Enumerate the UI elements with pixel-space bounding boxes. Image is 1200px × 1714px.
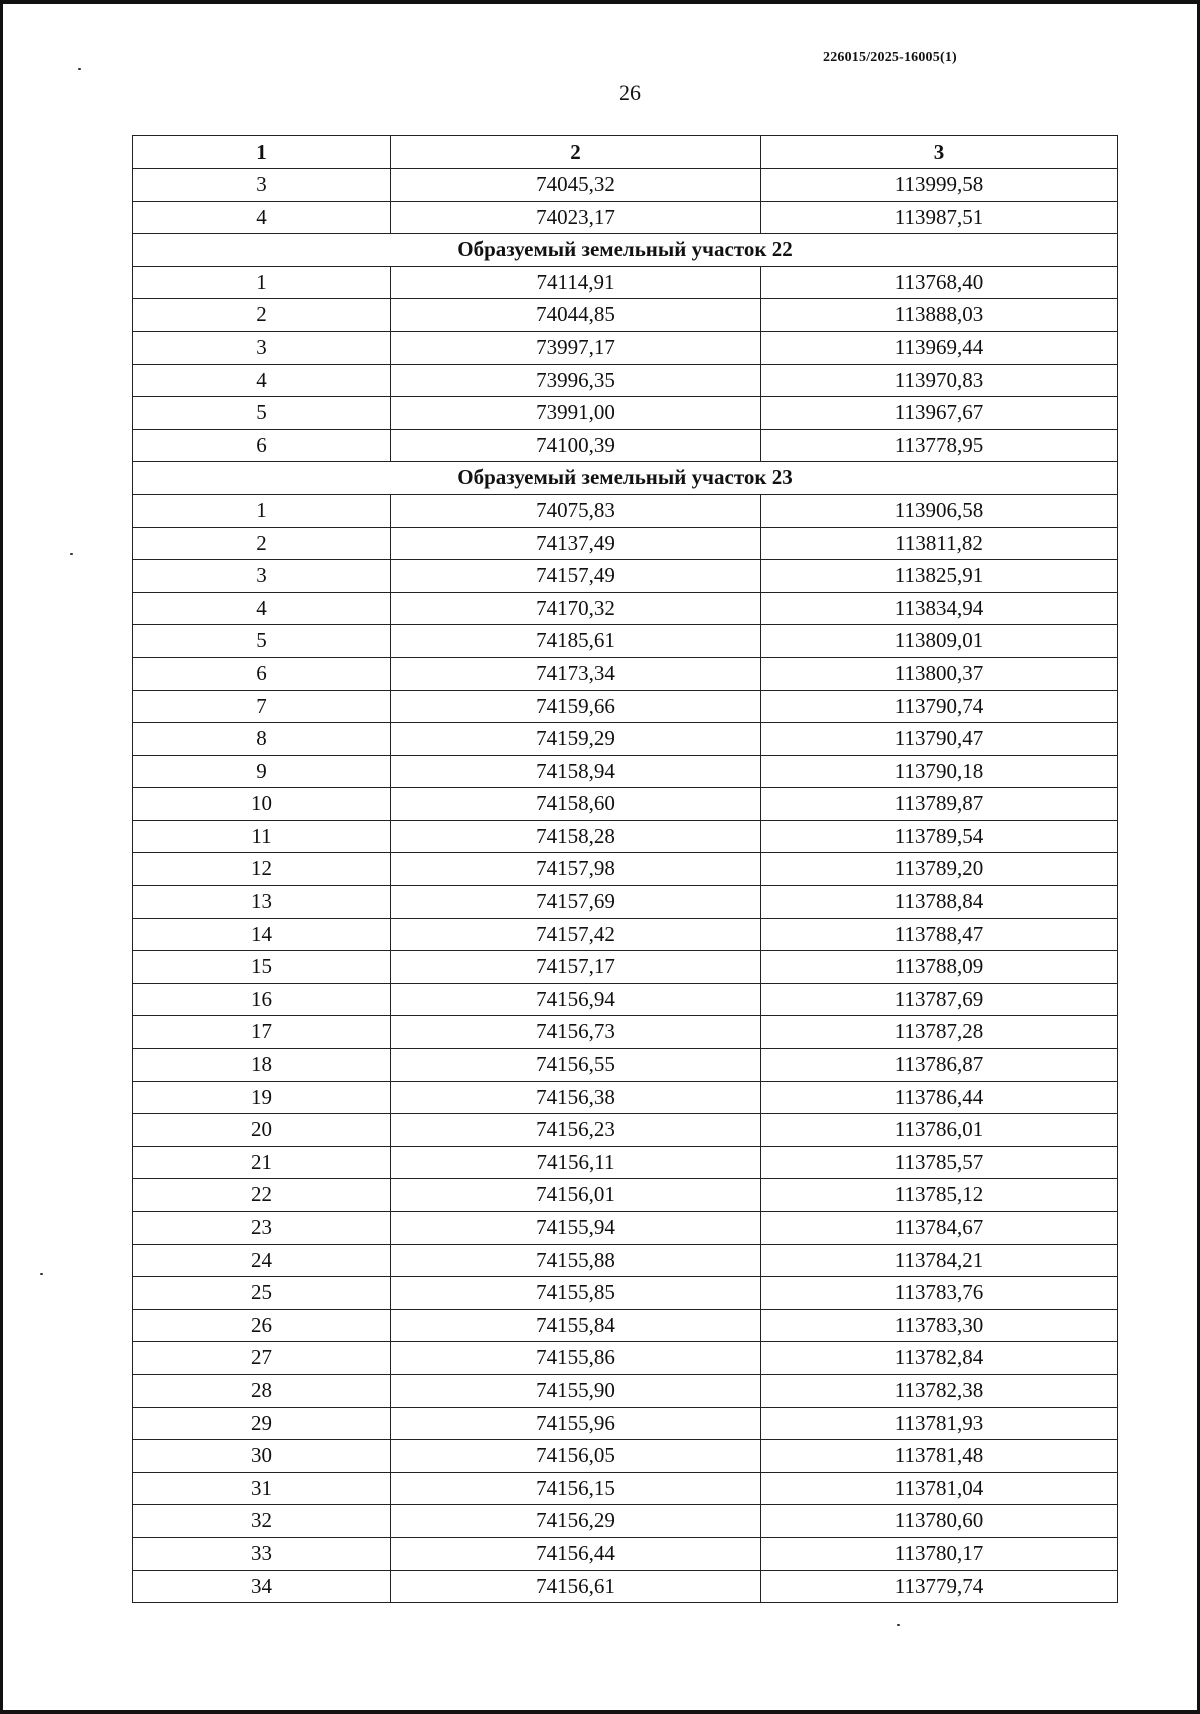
table-row bbox=[133, 820, 1118, 853]
table-row bbox=[133, 886, 1118, 919]
table-row bbox=[133, 1146, 1118, 1179]
section-title: Образуемый земельный участок 22 bbox=[133, 234, 1118, 267]
point-number-cell: 34 bbox=[133, 1570, 391, 1603]
table-row bbox=[133, 1244, 1118, 1277]
x-coordinate-cell: 74158,60 bbox=[391, 788, 761, 821]
document-number: 226015/2025-16005(1) bbox=[823, 50, 957, 65]
point-number-cell: 4 bbox=[133, 364, 391, 397]
table-row bbox=[133, 560, 1118, 593]
x-coordinate-cell: 74137,49 bbox=[391, 527, 761, 560]
scan-speck bbox=[40, 1273, 43, 1275]
x-coordinate-cell: 74100,39 bbox=[391, 429, 761, 462]
x-coordinate-cell: 74159,66 bbox=[391, 690, 761, 723]
x-coordinate-cell: 74156,23 bbox=[391, 1114, 761, 1147]
y-coordinate-cell: 113781,04 bbox=[761, 1472, 1118, 1505]
point-number-cell: 15 bbox=[133, 951, 391, 984]
table-row bbox=[133, 788, 1118, 821]
x-coordinate-cell: 74156,38 bbox=[391, 1081, 761, 1114]
x-coordinate-cell: 74158,28 bbox=[391, 820, 761, 853]
x-coordinate-cell: 74155,86 bbox=[391, 1342, 761, 1375]
x-coordinate-cell: 74157,49 bbox=[391, 560, 761, 593]
y-coordinate-cell: 113786,44 bbox=[761, 1081, 1118, 1114]
x-coordinate-cell: 74075,83 bbox=[391, 494, 761, 527]
x-coordinate-cell: 74155,85 bbox=[391, 1277, 761, 1310]
table-row bbox=[133, 755, 1118, 788]
point-number-cell: 12 bbox=[133, 853, 391, 886]
y-coordinate-cell: 113800,37 bbox=[761, 657, 1118, 690]
y-coordinate-cell: 113786,01 bbox=[761, 1114, 1118, 1147]
point-number-cell: 3 bbox=[133, 560, 391, 593]
table-row bbox=[133, 1016, 1118, 1049]
point-number-cell: 3 bbox=[133, 331, 391, 364]
x-coordinate-cell: 74157,69 bbox=[391, 886, 761, 919]
x-coordinate-cell: 74156,15 bbox=[391, 1472, 761, 1505]
point-number-cell: 24 bbox=[133, 1244, 391, 1277]
point-number-cell: 29 bbox=[133, 1407, 391, 1440]
x-coordinate-cell: 74156,05 bbox=[391, 1440, 761, 1473]
table-row bbox=[133, 429, 1118, 462]
coordinates-table bbox=[132, 135, 1118, 1603]
x-coordinate-cell: 74157,17 bbox=[391, 951, 761, 984]
y-coordinate-cell: 113906,58 bbox=[761, 494, 1118, 527]
table-row bbox=[133, 853, 1118, 886]
scan-speck bbox=[78, 68, 81, 70]
y-coordinate-cell: 113790,18 bbox=[761, 755, 1118, 788]
x-coordinate-cell: 73991,00 bbox=[391, 397, 761, 430]
point-number-cell: 8 bbox=[133, 723, 391, 756]
x-coordinate-cell: 74159,29 bbox=[391, 723, 761, 756]
table-row bbox=[133, 364, 1118, 397]
x-coordinate-cell: 74157,42 bbox=[391, 918, 761, 951]
x-coordinate-cell: 74156,94 bbox=[391, 983, 761, 1016]
point-number-cell: 14 bbox=[133, 918, 391, 951]
point-number-cell: 2 bbox=[133, 527, 391, 560]
table-row bbox=[133, 1537, 1118, 1570]
y-coordinate-cell: 113789,54 bbox=[761, 820, 1118, 853]
x-coordinate-cell: 74114,91 bbox=[391, 266, 761, 299]
section-row bbox=[133, 462, 1118, 495]
table-header bbox=[133, 136, 1118, 169]
table-row bbox=[133, 1505, 1118, 1538]
section-row bbox=[133, 234, 1118, 267]
point-number-cell: 30 bbox=[133, 1440, 391, 1473]
point-number-cell: 7 bbox=[133, 690, 391, 723]
x-coordinate-cell: 74045,32 bbox=[391, 169, 761, 202]
table-row bbox=[133, 494, 1118, 527]
y-coordinate-cell: 113999,58 bbox=[761, 169, 1118, 202]
point-number-cell: 1 bbox=[133, 494, 391, 527]
y-coordinate-cell: 113783,30 bbox=[761, 1309, 1118, 1342]
y-coordinate-cell: 113786,87 bbox=[761, 1049, 1118, 1082]
point-number-cell: 5 bbox=[133, 397, 391, 430]
point-number-cell: 28 bbox=[133, 1374, 391, 1407]
table-row bbox=[133, 299, 1118, 332]
table-row bbox=[133, 527, 1118, 560]
x-coordinate-cell: 74156,73 bbox=[391, 1016, 761, 1049]
x-coordinate-cell: 74156,44 bbox=[391, 1537, 761, 1570]
column-header-3: 3 bbox=[761, 136, 1118, 169]
y-coordinate-cell: 113781,48 bbox=[761, 1440, 1118, 1473]
point-number-cell: 13 bbox=[133, 886, 391, 919]
table-row bbox=[133, 983, 1118, 1016]
point-number-cell: 27 bbox=[133, 1342, 391, 1375]
point-number-cell: 23 bbox=[133, 1212, 391, 1245]
column-header-2: 2 bbox=[391, 136, 761, 169]
y-coordinate-cell: 113788,84 bbox=[761, 886, 1118, 919]
y-coordinate-cell: 113785,12 bbox=[761, 1179, 1118, 1212]
point-number-cell: 2 bbox=[133, 299, 391, 332]
y-coordinate-cell: 113778,95 bbox=[761, 429, 1118, 462]
table-row bbox=[133, 951, 1118, 984]
x-coordinate-cell: 74155,84 bbox=[391, 1309, 761, 1342]
table-row bbox=[133, 1472, 1118, 1505]
y-coordinate-cell: 113788,09 bbox=[761, 951, 1118, 984]
point-number-cell: 6 bbox=[133, 657, 391, 690]
table-row bbox=[133, 1309, 1118, 1342]
table-row bbox=[133, 1277, 1118, 1310]
table-row bbox=[133, 592, 1118, 625]
point-number-cell: 17 bbox=[133, 1016, 391, 1049]
x-coordinate-cell: 74155,96 bbox=[391, 1407, 761, 1440]
point-number-cell: 18 bbox=[133, 1049, 391, 1082]
point-number-cell: 25 bbox=[133, 1277, 391, 1310]
table-header-row bbox=[133, 136, 1118, 169]
x-coordinate-cell: 74158,94 bbox=[391, 755, 761, 788]
scan-speck bbox=[897, 1624, 900, 1626]
y-coordinate-cell: 113782,84 bbox=[761, 1342, 1118, 1375]
scan-speck bbox=[70, 553, 73, 555]
page-number: 26 bbox=[619, 80, 641, 105]
x-coordinate-cell: 74170,32 bbox=[391, 592, 761, 625]
point-number-cell: 19 bbox=[133, 1081, 391, 1114]
table-row bbox=[133, 1179, 1118, 1212]
section-title: Образуемый земельный участок 23 bbox=[133, 462, 1118, 495]
y-coordinate-cell: 113790,47 bbox=[761, 723, 1118, 756]
table-row bbox=[133, 1212, 1118, 1245]
table-row bbox=[133, 1374, 1118, 1407]
x-coordinate-cell: 74185,61 bbox=[391, 625, 761, 658]
point-number-cell: 5 bbox=[133, 625, 391, 658]
y-coordinate-cell: 113811,82 bbox=[761, 527, 1118, 560]
table-row bbox=[133, 1440, 1118, 1473]
table-row bbox=[133, 1342, 1118, 1375]
x-coordinate-cell: 74155,94 bbox=[391, 1212, 761, 1245]
point-number-cell: 21 bbox=[133, 1146, 391, 1179]
y-coordinate-cell: 113969,44 bbox=[761, 331, 1118, 364]
point-number-cell: 10 bbox=[133, 788, 391, 821]
y-coordinate-cell: 113970,83 bbox=[761, 364, 1118, 397]
point-number-cell: 31 bbox=[133, 1472, 391, 1505]
point-number-cell: 32 bbox=[133, 1505, 391, 1538]
table-row bbox=[133, 918, 1118, 951]
table-row bbox=[133, 1114, 1118, 1147]
y-coordinate-cell: 113768,40 bbox=[761, 266, 1118, 299]
y-coordinate-cell: 113785,57 bbox=[761, 1146, 1118, 1179]
x-coordinate-cell: 74155,88 bbox=[391, 1244, 761, 1277]
table-row bbox=[133, 1407, 1118, 1440]
point-number-cell: 16 bbox=[133, 983, 391, 1016]
x-coordinate-cell: 73996,35 bbox=[391, 364, 761, 397]
point-number-cell: 11 bbox=[133, 820, 391, 853]
x-coordinate-cell: 74156,29 bbox=[391, 1505, 761, 1538]
y-coordinate-cell: 113787,69 bbox=[761, 983, 1118, 1016]
x-coordinate-cell: 74156,11 bbox=[391, 1146, 761, 1179]
table-row bbox=[133, 625, 1118, 658]
point-number-cell: 4 bbox=[133, 592, 391, 625]
table-row bbox=[133, 1081, 1118, 1114]
point-number-cell: 9 bbox=[133, 755, 391, 788]
point-number-cell: 26 bbox=[133, 1309, 391, 1342]
x-coordinate-cell: 74157,98 bbox=[391, 853, 761, 886]
y-coordinate-cell: 113809,01 bbox=[761, 625, 1118, 658]
point-number-cell: 3 bbox=[133, 169, 391, 202]
table-row bbox=[133, 690, 1118, 723]
y-coordinate-cell: 113783,76 bbox=[761, 1277, 1118, 1310]
table-row bbox=[133, 657, 1118, 690]
y-coordinate-cell: 113787,28 bbox=[761, 1016, 1118, 1049]
x-coordinate-cell: 74023,17 bbox=[391, 201, 761, 234]
table-body bbox=[133, 169, 1118, 1603]
point-number-cell: 1 bbox=[133, 266, 391, 299]
table-row bbox=[133, 1570, 1118, 1603]
y-coordinate-cell: 113779,74 bbox=[761, 1570, 1118, 1603]
y-coordinate-cell: 113790,74 bbox=[761, 690, 1118, 723]
y-coordinate-cell: 113784,21 bbox=[761, 1244, 1118, 1277]
y-coordinate-cell: 113825,91 bbox=[761, 560, 1118, 593]
x-coordinate-cell: 74173,34 bbox=[391, 657, 761, 690]
y-coordinate-cell: 113780,17 bbox=[761, 1537, 1118, 1570]
x-coordinate-cell: 73997,17 bbox=[391, 331, 761, 364]
table-row bbox=[133, 201, 1118, 234]
y-coordinate-cell: 113784,67 bbox=[761, 1212, 1118, 1245]
point-number-cell: 33 bbox=[133, 1537, 391, 1570]
column-header-1: 1 bbox=[133, 136, 391, 169]
y-coordinate-cell: 113987,51 bbox=[761, 201, 1118, 234]
x-coordinate-cell: 74044,85 bbox=[391, 299, 761, 332]
y-coordinate-cell: 113888,03 bbox=[761, 299, 1118, 332]
y-coordinate-cell: 113782,38 bbox=[761, 1374, 1118, 1407]
x-coordinate-cell: 74155,90 bbox=[391, 1374, 761, 1407]
table-row bbox=[133, 397, 1118, 430]
table-row bbox=[133, 723, 1118, 756]
point-number-cell: 6 bbox=[133, 429, 391, 462]
point-number-cell: 22 bbox=[133, 1179, 391, 1212]
y-coordinate-cell: 113781,93 bbox=[761, 1407, 1118, 1440]
point-number-cell: 4 bbox=[133, 201, 391, 234]
table-row bbox=[133, 266, 1118, 299]
y-coordinate-cell: 113789,20 bbox=[761, 853, 1118, 886]
table-row bbox=[133, 331, 1118, 364]
point-number-cell: 20 bbox=[133, 1114, 391, 1147]
y-coordinate-cell: 113967,67 bbox=[761, 397, 1118, 430]
table-row bbox=[133, 1049, 1118, 1082]
y-coordinate-cell: 113789,87 bbox=[761, 788, 1118, 821]
table-row bbox=[133, 169, 1118, 202]
x-coordinate-cell: 74156,01 bbox=[391, 1179, 761, 1212]
y-coordinate-cell: 113834,94 bbox=[761, 592, 1118, 625]
x-coordinate-cell: 74156,61 bbox=[391, 1570, 761, 1603]
x-coordinate-cell: 74156,55 bbox=[391, 1049, 761, 1082]
y-coordinate-cell: 113788,47 bbox=[761, 918, 1118, 951]
y-coordinate-cell: 113780,60 bbox=[761, 1505, 1118, 1538]
